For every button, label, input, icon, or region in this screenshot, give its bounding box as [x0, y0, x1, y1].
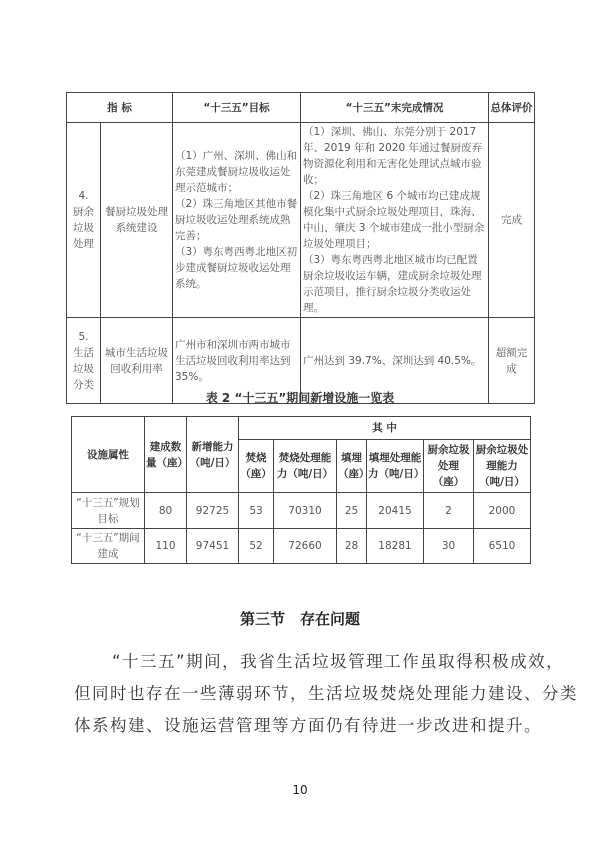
- facilities-table: [71, 416, 531, 564]
- header-group: 其 中: [239, 417, 531, 440]
- header-result: “十三五”末完成情况: [301, 93, 489, 123]
- header-sub: 厨余垃圾处理能力（吨/日）: [474, 440, 531, 493]
- cell: 30: [424, 529, 474, 564]
- cell: 97451: [187, 529, 239, 564]
- cell: 2: [424, 493, 474, 529]
- header-sub: 焚烧（座）: [239, 440, 274, 493]
- row-target: 广州市和深圳市两市城市生活垃圾回收利用率达到35%。: [173, 318, 301, 404]
- cell: 92725: [187, 493, 239, 529]
- header-indicator: 指 标: [67, 93, 173, 123]
- row-target: （1）广州、深圳、佛山和东莞建成餐厨垃圾收运处理示范城市； （2）珠三角地区其他市餐厨垃圾收运处理系统成熟完善； （3）粤东粤西粤北地区初步建成餐厨垃圾收运处理系统。: [173, 123, 301, 318]
- cell: 110: [145, 529, 187, 564]
- row-indicator: 城市生活垃圾回收利用率: [101, 318, 173, 404]
- row-result: （1）深圳、佛山、东莞分别于 2017 年、2019 年和 2020 年通过餐厨废弃物资源化利用和无害化处理试点城市验收； （2）珠三角地区 6 个城市均已建成规模化集中式厨余垃圾处理项目，珠海、中山、肇庆 3 个城市建成一批小型厨余垃圾处理项目； （3）粤东粤西粤北地区城市均已配置厨余垃圾收运车辆，建成厨余垃圾处理示范项目，推行厨余垃圾分类收运处理。: [301, 123, 489, 318]
- header-count: 建成数量（座）: [145, 417, 187, 493]
- cell: 72660: [274, 529, 337, 564]
- cell: 53: [239, 493, 274, 529]
- row-label: “十三五”期间建成: [72, 529, 145, 564]
- page-number: 10: [292, 783, 308, 797]
- table-row: [72, 529, 531, 564]
- paragraph-line: 体系构建、设施运营管理等方面仍有待进一步改进和提升。: [74, 716, 542, 735]
- cell: 28: [337, 529, 367, 564]
- indicator-table: [66, 92, 535, 404]
- table-row: [72, 493, 531, 529]
- paragraph-line: 但同时也存在一些薄弱环节，生活垃圾焚烧处理能力建设、分类: [74, 684, 578, 703]
- row-label: “十三五”规划目标: [72, 493, 145, 529]
- row-category: 4. 厨余 垃圾 处理: [67, 123, 101, 318]
- header-evaluation: 总体评价: [489, 93, 535, 123]
- header-target: “十三五”目标: [173, 93, 301, 123]
- section-title: 第三节 存在问题: [239, 610, 360, 628]
- cell: 18281: [367, 529, 424, 564]
- row-evaluation: 完成: [489, 123, 535, 318]
- cell: 6510: [474, 529, 531, 564]
- header-sub: 填埋处理能力（吨/日）: [367, 440, 424, 493]
- cell: 52: [239, 529, 274, 564]
- header-sub: 焚烧处理能力（吨/日）: [274, 440, 337, 493]
- table2-title: 表 2 “十三五”期间新增设施一览表: [205, 391, 395, 405]
- row-evaluation: 超额完成: [489, 318, 535, 404]
- header-attr: 设施属性: [72, 417, 145, 493]
- row-category: 5. 生活 垃圾 分类: [67, 318, 101, 404]
- cell: 2000: [474, 493, 531, 529]
- row-indicator: 餐厨垃圾处理系统建设: [101, 123, 173, 318]
- paragraph-line: “十三五”期间，我省生活垃圾管理工作虽取得积极成效，: [112, 652, 565, 671]
- cell: 25: [337, 493, 367, 529]
- header-sub: 填埋（座）: [337, 440, 367, 493]
- cell: 80: [145, 493, 187, 529]
- header-sub: 厨余垃圾处理（座）: [424, 440, 474, 493]
- cell: 20415: [367, 493, 424, 529]
- table-row: [67, 123, 535, 318]
- row-result: 广州达到 39.7%、深圳达到 40.5%。: [301, 318, 489, 404]
- cell: 70310: [274, 493, 337, 529]
- header-capacity: 新增能力（吨/日）: [187, 417, 239, 493]
